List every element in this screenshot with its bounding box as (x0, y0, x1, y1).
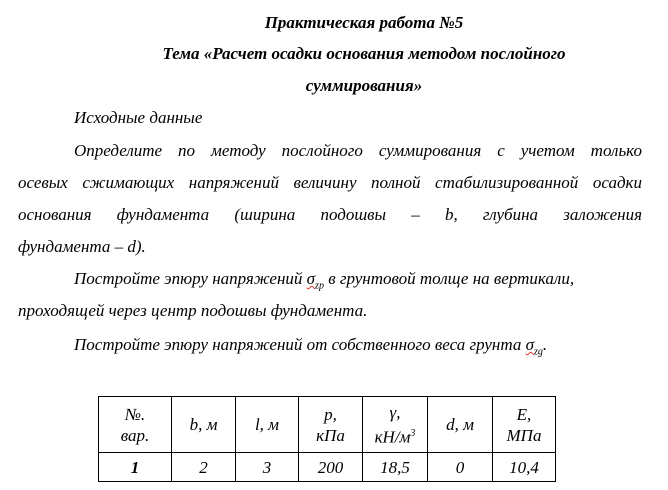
sigma-zp (306, 269, 324, 292)
cell-d: 0 (428, 453, 493, 482)
sigma-zg (525, 335, 543, 358)
header-variant-line2: вар. (120, 425, 150, 445)
para1-line2: осевых сжимающих напряжений величину полной стабилизированной осадки (18, 173, 642, 192)
sigma-symbol: σ (306, 269, 316, 288)
para1-line3: основания фундамента (ширина подошвы – b, глубина заложения (18, 205, 642, 224)
header-e-line2: МПа (506, 425, 542, 445)
header-gamma-line1: γ, (389, 402, 401, 422)
table-header-row (99, 397, 556, 453)
initial-data-heading: Исходные данные (74, 108, 203, 127)
header-gamma (363, 397, 428, 453)
cell-b: 2 (172, 453, 236, 482)
header-e (493, 397, 556, 453)
header-l: l, м (236, 397, 299, 453)
cell-variant: 1 (99, 453, 172, 482)
header-variant-line1: №. (124, 404, 146, 424)
parameters-table (98, 396, 556, 482)
table-row (99, 453, 556, 482)
header-b: b, м (172, 397, 236, 453)
para3-pre: Постройте эпюру напряжений от собственного веса грунта (74, 335, 526, 354)
para2-pre: Постройте эпюру напряжений (74, 269, 307, 288)
sigma-sub-zg: zg (533, 346, 543, 358)
cell-e: 10,4 (493, 453, 556, 482)
header-gamma-sup: 3 (410, 427, 416, 439)
header-variant (99, 397, 172, 453)
topic-line-2: суммирования» (305, 76, 423, 95)
para2-post: в грунтовой толще на вертикали, (323, 269, 575, 288)
header-p-line1: p, (324, 404, 337, 424)
cell-p: 200 (299, 453, 363, 482)
header-gamma-unit: кН/м (374, 427, 411, 447)
header-e-line1: E, (516, 404, 532, 424)
page-title: Практическая работа №5 (264, 13, 464, 32)
para1-line4: фундамента – d). (18, 237, 146, 256)
sigma-sub-zp: zp (315, 280, 324, 292)
para1-line1: Определите по методу послойного суммирования с учетом только (74, 141, 642, 160)
header-d: d, м (428, 397, 493, 453)
para2-line2: проходящей через центр подошвы фундамента. (18, 301, 368, 320)
para3-period: . (542, 335, 548, 354)
topic-line-1: Тема «Расчет осадки основания методом послойного (162, 44, 566, 63)
sigma-symbol: σ (525, 335, 534, 354)
header-gamma-line2 (363, 423, 427, 448)
para2-line1 (74, 269, 642, 291)
cell-gamma: 18,5 (363, 453, 428, 482)
header-p-line2: кПа (316, 425, 345, 445)
header-p (299, 397, 363, 453)
para3 (74, 335, 642, 357)
cell-l: 3 (236, 453, 299, 482)
